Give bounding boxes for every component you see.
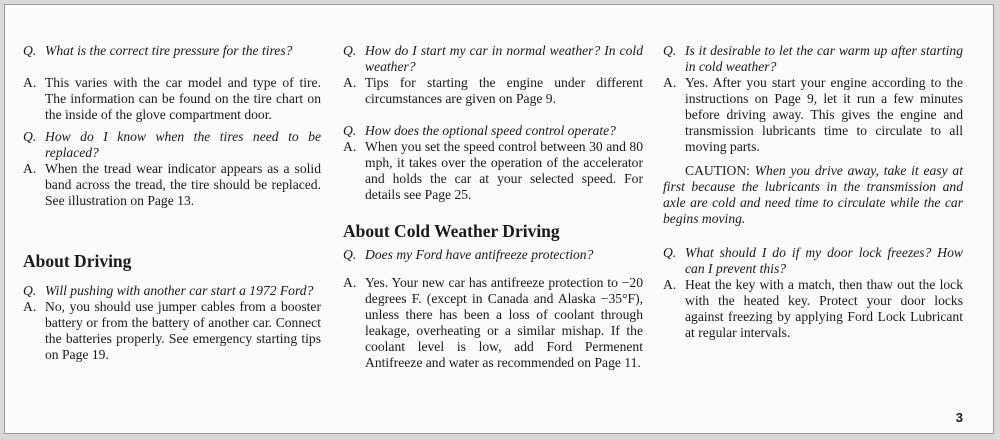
qa-tire-pressure [23,43,321,123]
answer [23,161,321,209]
question [343,247,643,263]
caution-note [663,163,963,227]
caution-label: CAUTION: [685,163,750,178]
answer-text: Yes. Your new car has antifreeze protection to −20 degrees F. (except in Canada and Alaska −35°F), unless there has been a loss of coolant through leakage, overheating or a similar mishap. If the coolant level is low, add Ford Permenent Antifreeze and water as recommended on Page 11. [365,275,643,370]
question [23,129,321,161]
answer [23,299,321,363]
a-label: A. [663,75,677,90]
q-label: Q. [663,43,677,58]
section-heading-cold-weather: About Cold Weather Driving [343,221,560,241]
section-heading-driving: About Driving [23,251,132,271]
q-label: Q. [23,283,37,298]
answer [663,75,963,155]
answer-text: Heat the key with a match, then thaw out the lock with the heated key. Protect your door locks against freezing by applying Ford Lock Lubricant at regular intervals. [685,277,963,340]
answer [663,277,963,341]
q-label: Q. [23,43,37,58]
answer-text: When the tread wear indicator appears as a solid band across the tread, the tire should be replaced. See illustration on Page 13. [45,161,321,208]
column-3 [663,43,963,341]
question-text: Does my Ford have antifreeze protection? [365,247,594,262]
question-text: Is it desirable to let the car warm up after starting in cold weather? [685,43,963,74]
column-1 [23,43,321,363]
answer-text: Yes. After you start your engine according to the instructions on Page 9, let it run a few minutes before driving away. This gives the engine and transmission lubricants time to circulate to all moving parts. [685,75,963,154]
question-text: How do I know when the tires need to be replaced? [45,129,321,160]
question [23,43,321,59]
a-label: A. [23,299,37,314]
question-text: Will pushing with another car start a 1972 Ford? [45,283,314,298]
qa-tire-replace [23,129,321,209]
qa-warm-up [663,43,963,155]
manual-page [4,4,994,434]
answer-text: When you set the speed control between 30 and 80 mph, it takes over the operation of the accelerator and holds the car at your selected speed. For details see Page 25. [365,139,643,202]
qa-push-start [23,283,321,363]
question [663,43,963,75]
answer [343,75,643,107]
question-text: How do I start my car in normal weather? In cold weather? [365,43,643,74]
qa-speed-control [343,123,643,203]
answer [343,275,643,371]
q-label: Q. [343,247,357,262]
column-2 [343,43,643,371]
q-label: Q. [343,43,357,58]
qa-antifreeze [343,247,643,371]
question-text: What should I do if my door lock freezes? How can I prevent this? [685,245,963,276]
q-label: Q. [663,245,677,260]
caution-text: When you drive away, take it easy at first because the lubricants in the transmission and axle are cold and need time to circulate while the car begins moving. [663,163,963,226]
question [343,43,643,75]
question [23,283,321,299]
a-label: A. [23,161,37,176]
q-label: Q. [343,123,357,138]
question [343,123,643,139]
page-number: 3 [955,410,963,425]
answer-text: This varies with the car model and type of tire. The information can be found on the tire chart on the inside of the glove compartment door. [45,75,321,122]
qa-start-car [343,43,643,107]
a-label: A. [343,75,357,90]
a-label: A. [23,75,37,90]
question-text: What is the correct tire pressure for the tires? [45,43,293,58]
answer [343,139,643,203]
a-label: A. [663,277,677,292]
a-label: A. [343,139,357,154]
q-label: Q. [23,129,37,144]
question-text: How does the optional speed control operate? [365,123,616,138]
qa-door-lock [663,245,963,341]
a-label: A. [343,275,357,290]
question [663,245,963,277]
answer [23,75,321,123]
answer-text: Tips for starting the engine under different circumstances are given on Page 9. [365,75,643,106]
answer-text: No, you should use jumper cables from a booster battery or from the battery of another car. Connect the batteries properly. See emergency starting tips on Page 19. [45,299,321,362]
